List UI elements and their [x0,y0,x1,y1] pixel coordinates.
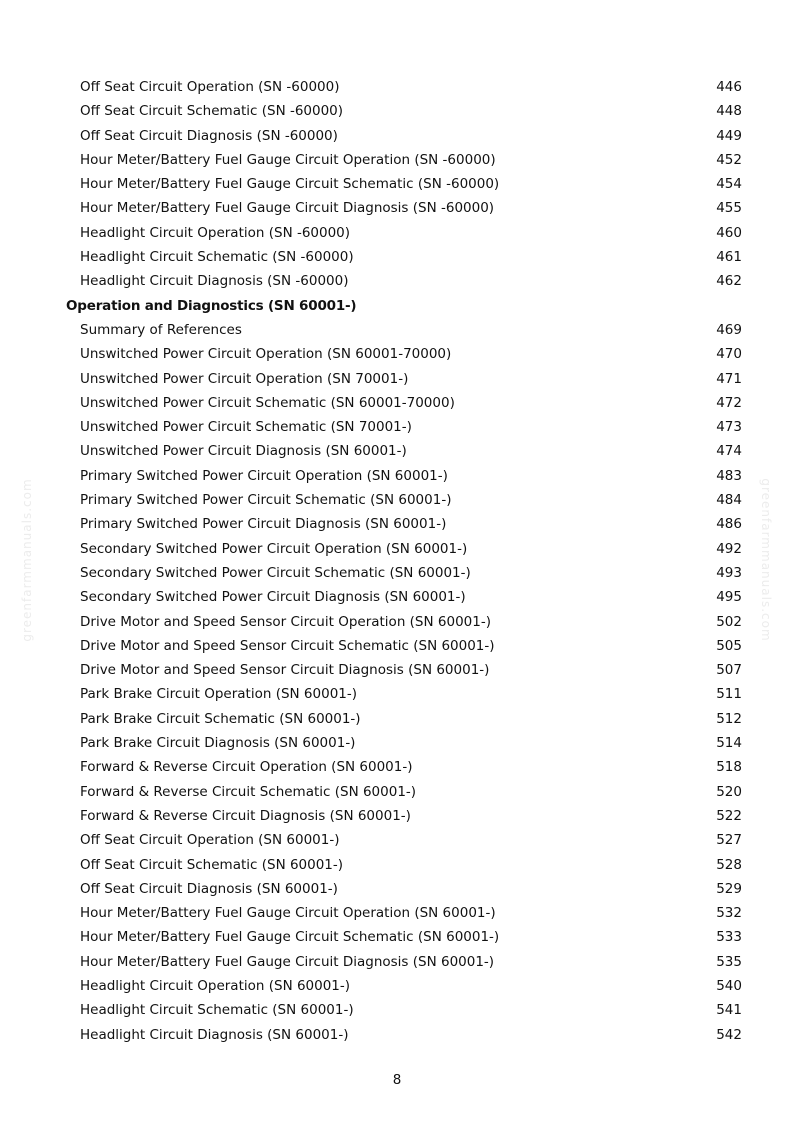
toc-entry[interactable] [0,464,794,488]
toc-entry-page: 542 [716,1026,742,1043]
toc-entry-page: 540 [716,977,742,994]
toc-entry-title: Headlight Circuit Schematic (SN -60000) [80,249,354,266]
toc-entry-page: 493 [716,564,742,581]
toc-entry-page: 541 [716,1002,742,1019]
toc-entry-title: Secondary Switched Power Circuit Diagnosis (SN 60001-) [80,589,466,606]
toc-entry-page: 507 [716,662,742,679]
toc-entry-title: Forward & Reverse Circuit Schematic (SN 60001-) [80,783,417,800]
toc-entry-title: Primary Switched Power Circuit Diagnosis (SN 60001-) [80,516,447,533]
toc-entry[interactable] [0,877,794,901]
toc-entry-title: Headlight Circuit Diagnosis (SN 60001-) [80,1026,349,1043]
toc-entry-page: 470 [716,346,742,363]
toc-entry[interactable] [0,901,794,925]
watermark-right: greenfarmmanuals.com [759,478,773,642]
toc-entry[interactable] [0,318,794,342]
toc-entry[interactable] [0,99,794,123]
toc-entry-title: Off Seat Circuit Schematic (SN 60001-) [80,856,344,873]
toc-entry-page: 522 [716,807,742,824]
toc-entry[interactable] [0,124,794,148]
toc-entry-title: Unswitched Power Circuit Schematic (SN 60001-70000) [80,394,455,411]
toc-entry-title: Secondary Switched Power Circuit Schematic (SN 60001-) [80,564,471,581]
toc-entry-title: Park Brake Circuit Diagnosis (SN 60001-) [80,735,356,752]
toc-entry[interactable] [0,610,794,634]
toc-entry[interactable] [0,780,794,804]
toc-entry[interactable] [0,731,794,755]
toc-entry[interactable] [0,75,794,99]
toc-entry-page: 452 [716,151,742,168]
toc-entry-page: 473 [716,419,742,436]
toc-entry[interactable] [0,367,794,391]
toc-entry-page: 455 [716,200,742,217]
toc-entry-title: Hour Meter/Battery Fuel Gauge Circuit Operation (SN -60000) [80,151,496,168]
toc-entry-title: Forward & Reverse Circuit Diagnosis (SN 60001-) [80,807,411,824]
toc-entry[interactable] [0,415,794,439]
toc-entry[interactable] [0,950,794,974]
toc-entry-page: 532 [716,905,742,922]
toc-entry-title: Off Seat Circuit Schematic (SN -60000) [80,103,344,120]
toc-entry[interactable] [0,221,794,245]
toc-entry-page: 461 [716,249,742,266]
toc-entry-title: Hour Meter/Battery Fuel Gauge Circuit Schematic (SN 60001-) [80,929,500,946]
toc-entry-page: 483 [716,467,742,484]
toc-entry-page: 471 [716,370,742,387]
toc-entry-title: Unswitched Power Circuit Operation (SN 70001-) [80,370,409,387]
toc-entry[interactable] [0,1023,794,1047]
toc-entry-page: 511 [716,686,742,703]
toc-entry-page: 462 [716,273,742,290]
toc-entry[interactable] [0,974,794,998]
toc-entry-title: Park Brake Circuit Operation (SN 60001-) [80,686,358,703]
toc-entry[interactable] [0,148,794,172]
toc-entry-page: 518 [716,759,742,776]
toc-entry-title: Headlight Circuit Operation (SN -60000) [80,224,351,241]
toc-entry[interactable] [0,634,794,658]
toc-entry[interactable] [0,439,794,463]
toc-entry-page: 535 [716,953,742,970]
toc-entry-page: 446 [716,79,742,95]
toc-entry[interactable] [0,488,794,512]
toc-entry-page: 502 [716,613,742,630]
toc-entry[interactable] [0,391,794,415]
toc-entry-title: Headlight Circuit Operation (SN 60001-) [80,977,351,994]
toc-entry-page: 533 [716,929,742,946]
toc-entry-title: Unswitched Power Circuit Operation (SN 60001-70000) [80,346,452,363]
toc-entry-title: Forward & Reverse Circuit Operation (SN 60001-) [80,759,413,776]
toc-entry-page: 529 [716,880,742,897]
toc-entry-page: 454 [716,176,742,193]
toc-entry-title: Hour Meter/Battery Fuel Gauge Circuit Diagnosis (SN -60000) [80,200,495,217]
page-number: 8 [392,1072,402,1088]
toc-entry[interactable] [0,828,794,852]
toc-entry-page: 486 [716,516,742,533]
toc-entry[interactable] [0,804,794,828]
toc-entry[interactable] [0,561,794,585]
toc-entry-page: 472 [716,394,742,411]
toc-entry[interactable] [0,512,794,536]
toc-entry-title: Park Brake Circuit Schematic (SN 60001-) [80,710,361,727]
toc-section-heading [0,294,794,318]
toc-entry-title: Off Seat Circuit Operation (SN 60001-) [80,832,340,849]
toc-entry-title: Headlight Circuit Diagnosis (SN -60000) [80,273,349,290]
toc-entry-title: Primary Switched Power Circuit Schematic (SN 60001-) [80,492,452,509]
toc-entry[interactable] [0,925,794,949]
toc-entry-title: Drive Motor and Speed Sensor Circuit Operation (SN 60001-) [80,613,491,630]
toc-entry-page: 460 [716,224,742,241]
toc-entry[interactable] [0,245,794,269]
toc-entry-title: Drive Motor and Speed Sensor Circuit Schematic (SN 60001-) [80,637,495,654]
toc-entry-page: 505 [716,637,742,654]
toc-entry-page: 527 [716,832,742,849]
toc-entry[interactable] [0,537,794,561]
toc-entry-page: 448 [716,103,742,120]
toc-entry-title: Secondary Switched Power Circuit Operation (SN 60001-) [80,540,468,557]
toc-entry[interactable] [0,172,794,196]
toc-entry-title: Hour Meter/Battery Fuel Gauge Circuit Operation (SN 60001-) [80,905,496,922]
toc-entry-page: 492 [716,540,742,557]
toc-entry-page: 512 [716,710,742,727]
toc-entry[interactable] [0,658,794,682]
toc-entry-page: 520 [716,783,742,800]
table-of-contents [0,75,794,1047]
toc-entry-page: 514 [716,735,742,752]
watermark-left: greenfarmmanuals.com [20,478,34,642]
toc-entry[interactable] [0,707,794,731]
toc-entry[interactable] [0,998,794,1022]
toc-entry-title: Off Seat Circuit Operation (SN -60000) [80,79,340,95]
toc-entry-title: Hour Meter/Battery Fuel Gauge Circuit Schematic (SN -60000) [80,176,500,193]
toc-entry-title: Hour Meter/Battery Fuel Gauge Circuit Diagnosis (SN 60001-) [80,953,495,970]
toc-entry-title: Summary of References [80,321,242,338]
toc-heading-title: Operation and Diagnostics (SN 60001-) [66,297,357,314]
toc-entry-page: 495 [716,589,742,606]
toc-entry-page: 469 [716,321,742,338]
toc-entry-page: 449 [716,127,742,144]
toc-entry[interactable] [0,755,794,779]
toc-entry[interactable] [0,682,794,706]
toc-entry[interactable] [0,196,794,220]
toc-entry[interactable] [0,269,794,293]
toc-entry-page: 528 [716,856,742,873]
toc-entry-page: 474 [716,443,742,460]
toc-entry-page: 484 [716,492,742,509]
toc-entry-title: Headlight Circuit Schematic (SN 60001-) [80,1002,354,1019]
toc-entry-title: Primary Switched Power Circuit Operation (SN 60001-) [80,467,448,484]
toc-entry-title: Unswitched Power Circuit Diagnosis (SN 60001-) [80,443,407,460]
toc-entry[interactable] [0,342,794,366]
toc-entry-title: Unswitched Power Circuit Schematic (SN 70001-) [80,419,412,436]
toc-entry-title: Drive Motor and Speed Sensor Circuit Diagnosis (SN 60001-) [80,662,490,679]
toc-entry[interactable] [0,853,794,877]
toc-entry-title: Off Seat Circuit Diagnosis (SN 60001-) [80,880,338,897]
toc-entry[interactable] [0,585,794,609]
toc-entry-title: Off Seat Circuit Diagnosis (SN -60000) [80,127,338,144]
